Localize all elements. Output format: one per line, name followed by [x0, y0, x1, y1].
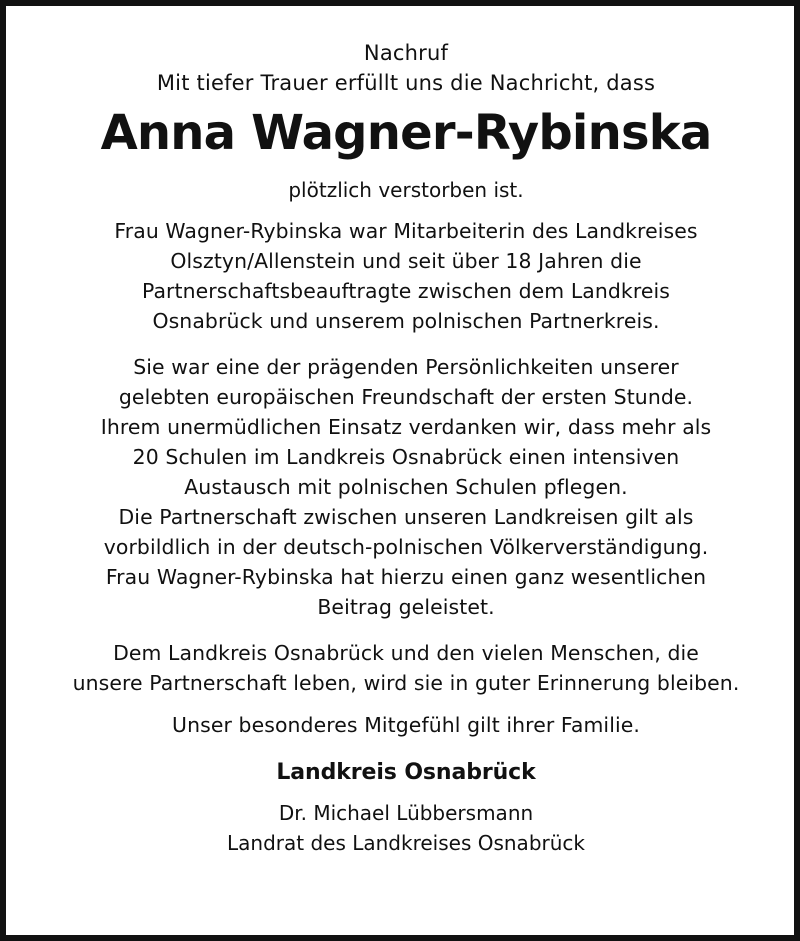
paragraph-line: Frau Wagner-Rybinska hat hierzu einen ganz wesentlichen [105, 565, 707, 589]
paragraph-biography [12, 216, 800, 336]
notice-heading: Nachruf [363, 41, 449, 65]
obituary-content [12, 12, 800, 858]
paragraph-line: Austausch mit polnischen Schulen pflegen. [184, 475, 628, 499]
notice-intro: Mit tiefer Trauer erfüllt uns die Nachricht, dass [156, 71, 656, 95]
signature-person-name: Dr. Michael Lübbersmann [278, 801, 534, 825]
deceased-name: Anna Wagner-Rybinska [100, 105, 712, 161]
paragraph-line: Dem Landkreis Osnabrück und den vielen Menschen, die [113, 641, 699, 665]
paragraph-condolence: Unser besonderes Mitgefühl gilt ihrer Familie. [172, 713, 640, 737]
paragraph-line: Frau Wagner-Rybinska war Mitarbeiterin des Landkreises [114, 219, 698, 243]
signature-block [12, 798, 800, 858]
paragraph-line: vorbildlich in der deutsch-polnischen Völkerverständigung. [103, 535, 709, 559]
paragraph-line: Beitrag geleistet. [317, 595, 495, 619]
paragraph-line: Ihrem unermüdlichen Einsatz verdanken wir, dass mehr als [100, 415, 712, 439]
notice-subline: plötzlich verstorben ist. [288, 178, 524, 202]
paragraph-line: Olsztyn/Allenstein und seit über 18 Jahren die [170, 249, 642, 273]
paragraph-line: 20 Schulen im Landkreis Osnabrück einen intensiven [132, 445, 680, 469]
signature-organization: Landkreis Osnabrück [276, 760, 536, 785]
paragraph-line: Die Partnerschaft zwischen unseren Landkreisen gilt als [118, 505, 694, 529]
paragraph-line: Partnerschaftsbeauftragte zwischen dem Landkreis [141, 279, 671, 303]
paragraph-line: Osnabrück und unserem polnischen Partnerkreis. [152, 309, 660, 333]
paragraph-tribute [12, 352, 800, 622]
paragraph-remembrance [12, 638, 800, 698]
paragraph-line: Sie war eine der prägenden Persönlichkeiten unserer [133, 355, 679, 379]
paragraph-line: gelebten europäischen Freundschaft der ersten Stunde. [118, 385, 694, 409]
paragraph-line: unsere Partnerschaft leben, wird sie in guter Erinnerung bleiben. [72, 671, 740, 695]
signature-person-role: Landrat des Landkreises Osnabrück [227, 831, 585, 855]
